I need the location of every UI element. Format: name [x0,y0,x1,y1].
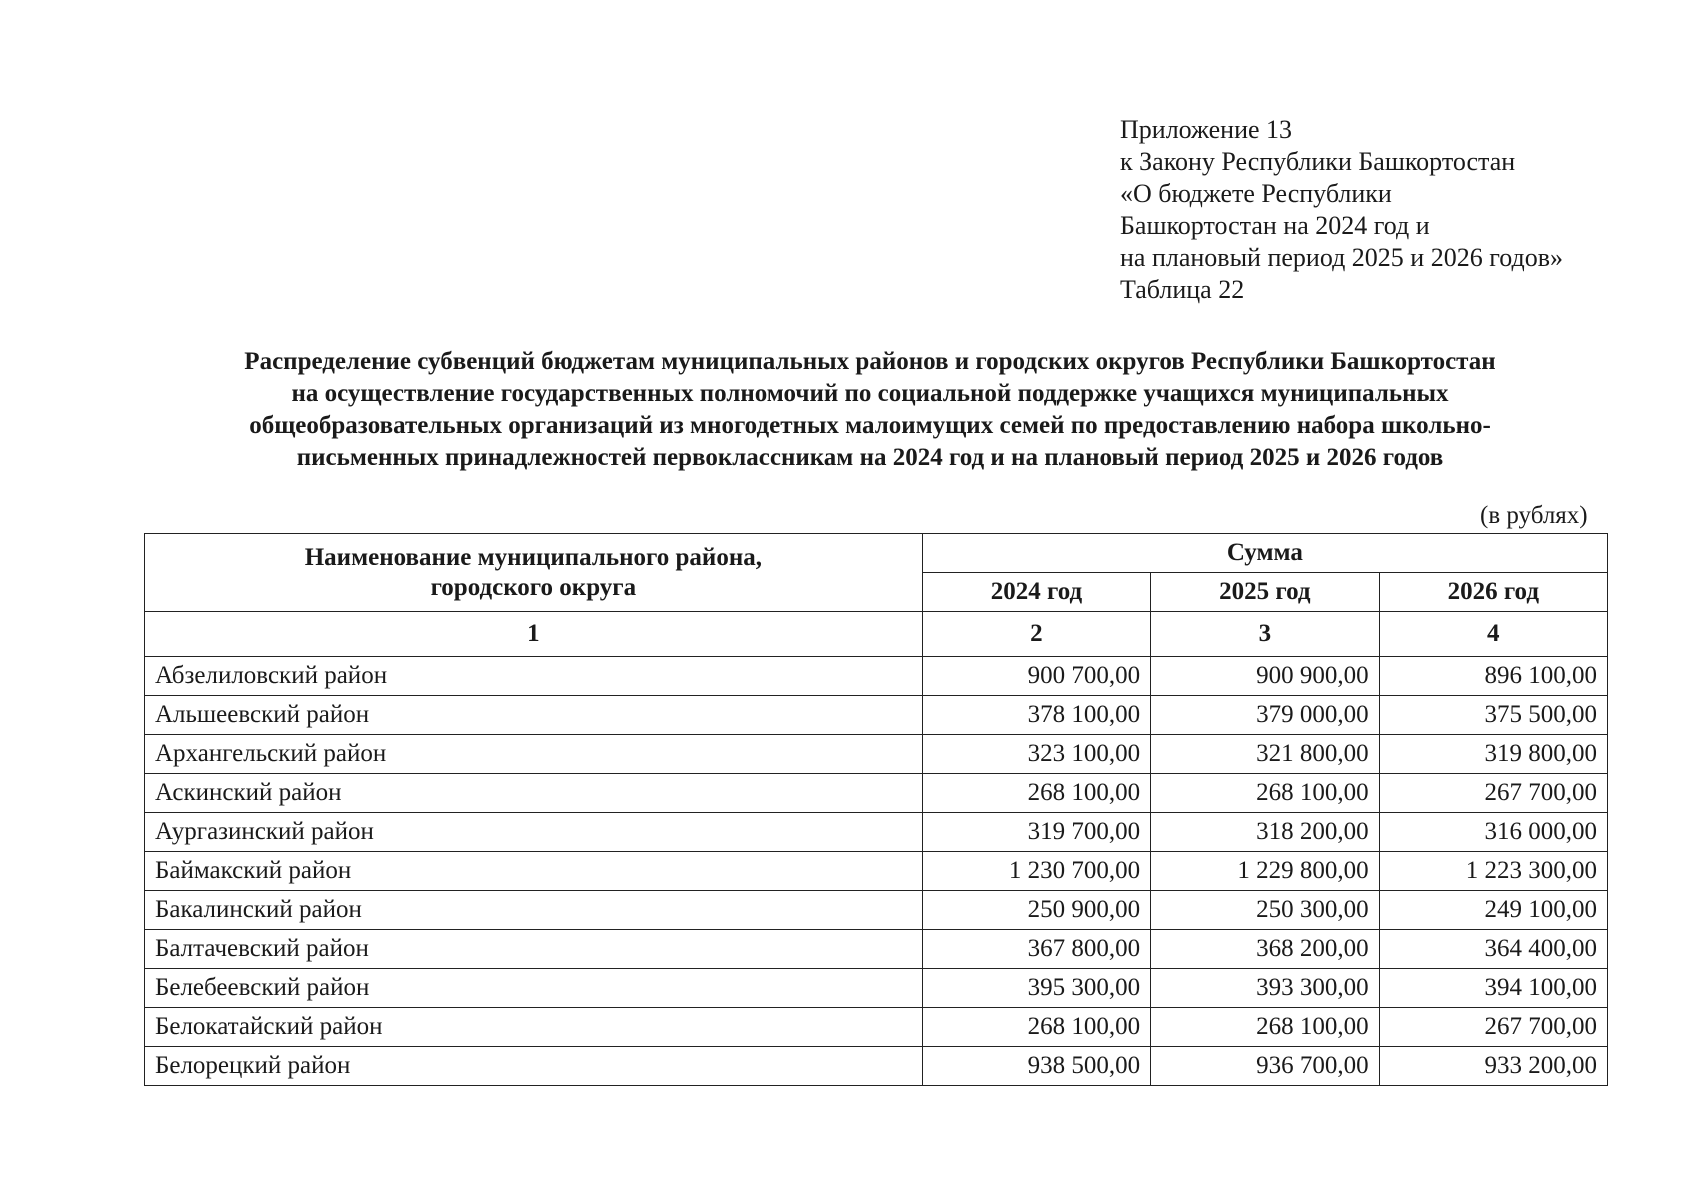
district-name: Белебеевский район [145,969,923,1008]
table-row [145,696,1608,735]
district-name: Баймакский район [145,852,923,891]
amount-2026: 249 100,00 [1379,891,1607,930]
amount-2024: 268 100,00 [922,1008,1150,1047]
name-header-line: Наименование муниципального района, [304,543,762,571]
table-row [145,1047,1608,1086]
amount-2026: 896 100,00 [1379,657,1607,696]
sum-column-header: Сумма [922,534,1607,573]
amount-2024: 323 100,00 [922,735,1150,774]
table-row [145,852,1608,891]
appendix-line: «О бюджете Республики [1120,179,1392,208]
district-name: Балтачевский район [145,930,923,969]
title-line: письменных принадлежностей первоклассникам на 2024 год и на плановый период 2025 и 2026 годов [296,444,1444,471]
amount-2024: 900 700,00 [922,657,1150,696]
district-name: Бакалинский район [145,891,923,930]
district-name: Белорецкий район [145,1047,923,1086]
appendix-line: Башкортостан на 2024 год и [1120,211,1430,240]
amount-2025: 321 800,00 [1151,735,1379,774]
district-name: Альшеевский район [145,696,923,735]
column-number: 3 [1151,612,1379,657]
column-number: 2 [922,612,1150,657]
document-title [140,346,1600,474]
amount-2025: 318 200,00 [1151,813,1379,852]
amount-2024: 268 100,00 [922,774,1150,813]
amount-2024: 367 800,00 [922,930,1150,969]
amount-2026: 375 500,00 [1379,696,1607,735]
amount-2024: 1 230 700,00 [922,852,1150,891]
year-header-2026: 2026 год [1379,573,1607,612]
amount-2026: 1 223 300,00 [1379,852,1607,891]
table-row [145,969,1608,1008]
amount-2026: 316 000,00 [1379,813,1607,852]
table-number: Таблица 22 [1120,275,1245,304]
amount-2025: 250 300,00 [1151,891,1379,930]
title-line: Распределение субвенций бюджетам муниципальных районов и городских округов Республики Башкортостан [244,348,1496,375]
district-name: Абзелиловский район [145,657,923,696]
amount-2025: 379 000,00 [1151,696,1379,735]
district-name: Аургазинский район [145,813,923,852]
amount-2026: 394 100,00 [1379,969,1607,1008]
amount-2024: 395 300,00 [922,969,1150,1008]
table-row [145,774,1608,813]
name-column-header [145,534,923,612]
amount-2025: 268 100,00 [1151,774,1379,813]
table-row [145,930,1608,969]
table-row [145,891,1608,930]
amount-2025: 936 700,00 [1151,1047,1379,1086]
appendix-line: к Закону Республики Башкортостан [1120,147,1516,176]
amount-2024: 319 700,00 [922,813,1150,852]
amount-2025: 900 900,00 [1151,657,1379,696]
year-header-2025: 2025 год [1151,573,1379,612]
amount-2026: 364 400,00 [1379,930,1607,969]
units-note: (в рублях) [1480,502,1588,529]
amount-2024: 250 900,00 [922,891,1150,930]
appendix-line: Приложение 13 [1120,115,1293,144]
title-line: на осуществление государственных полномочий по социальной поддержке учащихся муниципальных [291,380,1449,407]
district-name: Аскинский район [145,774,923,813]
title-line: общеобразовательных организаций из многодетных малоимущих семей по предоставлению набора школьно- [249,412,1491,439]
year-header-2024: 2024 год [922,573,1150,612]
amount-2026: 267 700,00 [1379,1008,1607,1047]
district-name: Белокатайский район [145,1008,923,1047]
column-number: 1 [145,612,923,657]
appendix-reference [1120,114,1563,306]
amount-2024: 378 100,00 [922,696,1150,735]
table-row [145,1008,1608,1047]
amount-2025: 268 100,00 [1151,1008,1379,1047]
table-row [145,813,1608,852]
amount-2026: 319 800,00 [1379,735,1607,774]
table-row [145,735,1608,774]
amount-2025: 1 229 800,00 [1151,852,1379,891]
amount-2026: 933 200,00 [1379,1047,1607,1086]
amount-2024: 938 500,00 [922,1047,1150,1086]
subvention-table [144,533,1608,1086]
name-header-line: городского округа [430,573,637,601]
district-name: Архангельский район [145,735,923,774]
amount-2026: 267 700,00 [1379,774,1607,813]
appendix-line: на плановый период 2025 и 2026 годов» [1120,243,1563,272]
amount-2025: 393 300,00 [1151,969,1379,1008]
amount-2025: 368 200,00 [1151,930,1379,969]
table-row [145,657,1608,696]
column-number: 4 [1379,612,1607,657]
